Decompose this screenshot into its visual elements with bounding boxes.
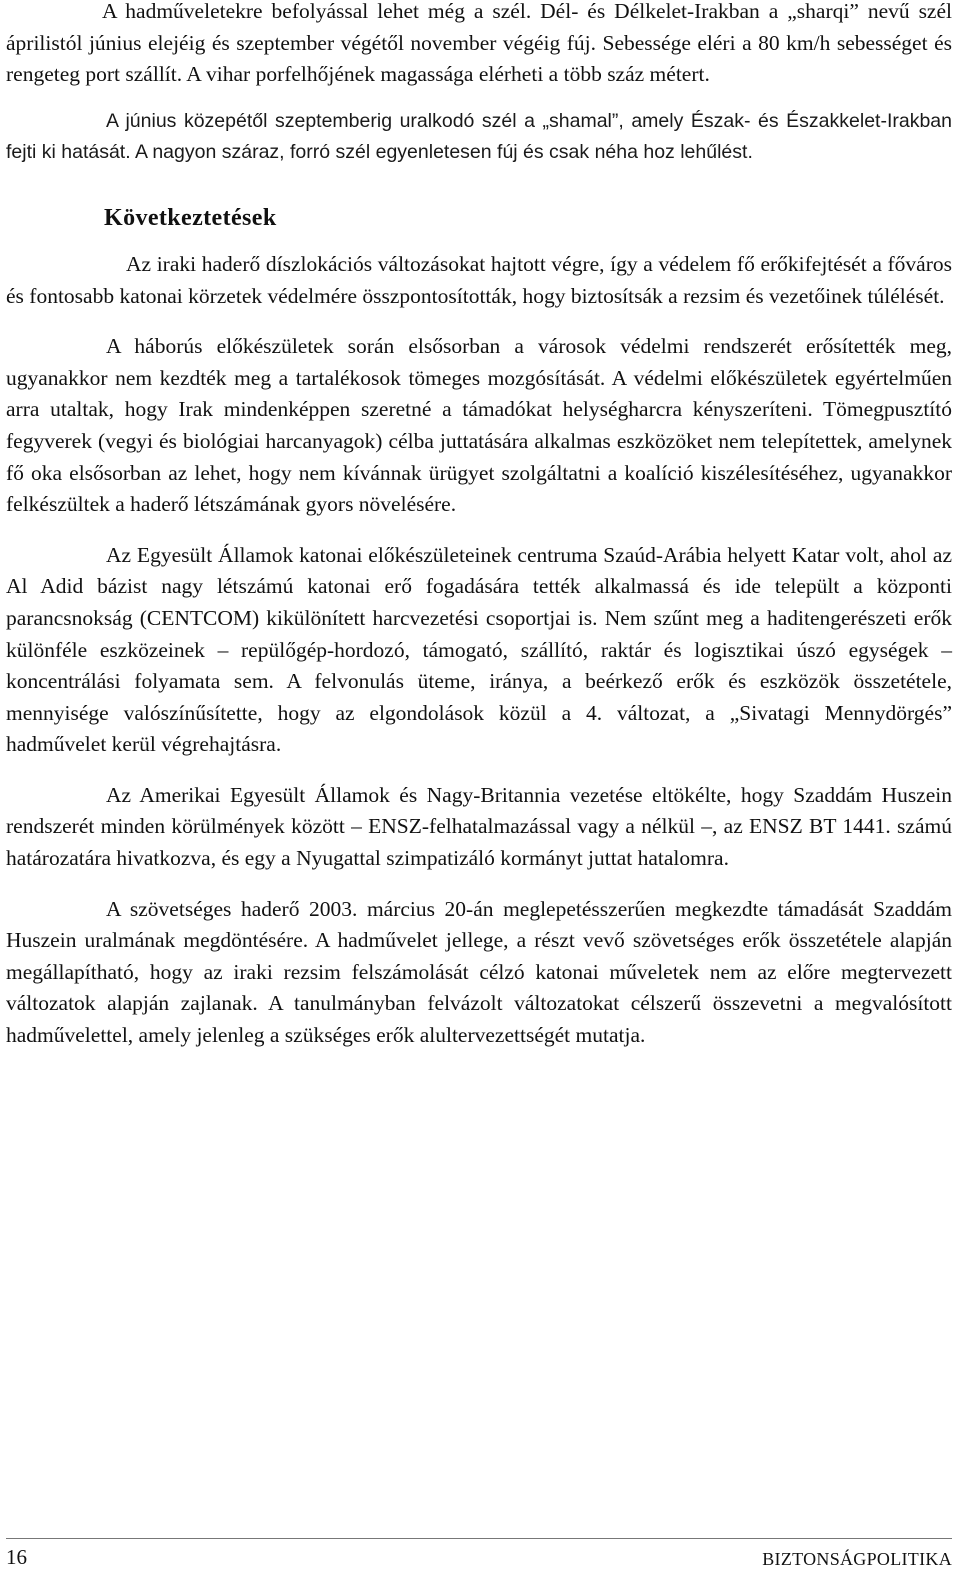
paragraph-coalition-attack: A szövetséges haderő 2003. március 20-án meglepetésszerűen megkezdte támadását Szaddám Huszein uralmának megdöntésére. A hadművelet jellege, a részt vevő szövetséges erők összetétele alapján megállapítható, hogy az iraki rezsim felszámolását célzó katonai műveletek nem az előre megtervezett változatok alapján zajlanak. A tanulmányban felvázolt változatokat célszerű összevetni a megvalósított hadművelettel, amely jelenleg a szükséges erők alultervezettségét mutatja.: [6, 896, 952, 1048]
paragraph-shamal-wind: A június közepétől szeptemberig uralkodó szél a „shamal”, amely Észak- és Északkelet-Irakban fejti ki hatását. A nagyon száraz, forró szél egyenletesen fúj és csak néha hoz lehűlést.: [6, 109, 952, 164]
section-heading-conclusions: Következtetések: [104, 204, 277, 231]
paragraph-sharqi-wind: A hadműveletekre befolyással lehet még a szél. Dél- és Délkelet-Irakban a „sharqi” nevű szél áprilistól június elejéig és szeptember végétől november végéig fúj. Sebessége eléri a 80 km/h sebességet és rengeteg port szállít. A vihar porfelhőjének magassága elérheti a több száz métert.: [6, 0, 952, 87]
page-body: [6, 0, 952, 1052]
paragraph-us-preparations: Az Egyesült Államok katonai előkészületeinek centruma Szaúd-Arábia helyett Katar volt, ahol az Al Adid bázist nagy létszámú katonai erő fogadására tették alkalmassá és ide települt a központi parancsnokság (CENTCOM) kikülönített harcvezetési csoportjai is. Nem szűnt meg a haditengerészeti erők különféle eszközeinek – repülőgép-hordozó, támogató, szállító, raktár és logisztikai úszó egységek – koncentrálási folyamata sem. A felvonulás üteme, iránya, a beérkező erők és eszközök összetétele, mennyisége valószínűsítette, hogy az elgondolások közül a 4. változat, a „Sivatagi Mennydörgés” hadművelet kerül végrehajtásra.: [6, 542, 952, 757]
page-number: 16: [6, 1545, 27, 1569]
footer-divider: [6, 1538, 952, 1539]
paragraph-us-uk-resolve: Az Amerikai Egyesült Államok és Nagy-Britannia vezetése eltökélte, hogy Szaddám Huszein rendszerét minden körülmények között – ENSZ-felhatalmazással vagy a nélkül –, az ENSZ BT 1441. számú határozatára hivatkozva, és egy a Nyugattal szimpatizáló kormányt juttat hatalomra.: [6, 782, 952, 871]
paragraph-iraqi-forces: Az iraki haderő díszlokációs változásokat hajtott végre, így a védelem fő erőkifejtését a főváros és fontosabb katonai körzetek védelmére összpontosították, hogy biztosítsák a rezsim és vezetőinek túlélését.: [6, 251, 952, 308]
paragraph-war-preparations: A háborús előkészületek során elsősorban a városok védelmi rendszerét erősítették meg, ugyanakkor nem kezdték meg a tartalékosok tömeges mozgósítását. A védelmi előkészületek egyértelműen arra utaltak, hogy Irak mindenképpen szeretné a támadókat helységharcra kényszeríteni. Tömegpusztító fegyverek (vegyi és biológiai harcanyagok) célba juttatására alkalmas eszközöket nem telepítettek, amelynek fő oka elsősorban az lehet, hogy nem kívánnak ürügyet szolgáltatni a koalíció kiszélesítéséhez, ugyanakkor felkészültek a haderő létszámának gyors növelésére.: [6, 334, 952, 517]
journal-name: BIZTONSÁGPOLITIKA: [762, 1549, 952, 1569]
